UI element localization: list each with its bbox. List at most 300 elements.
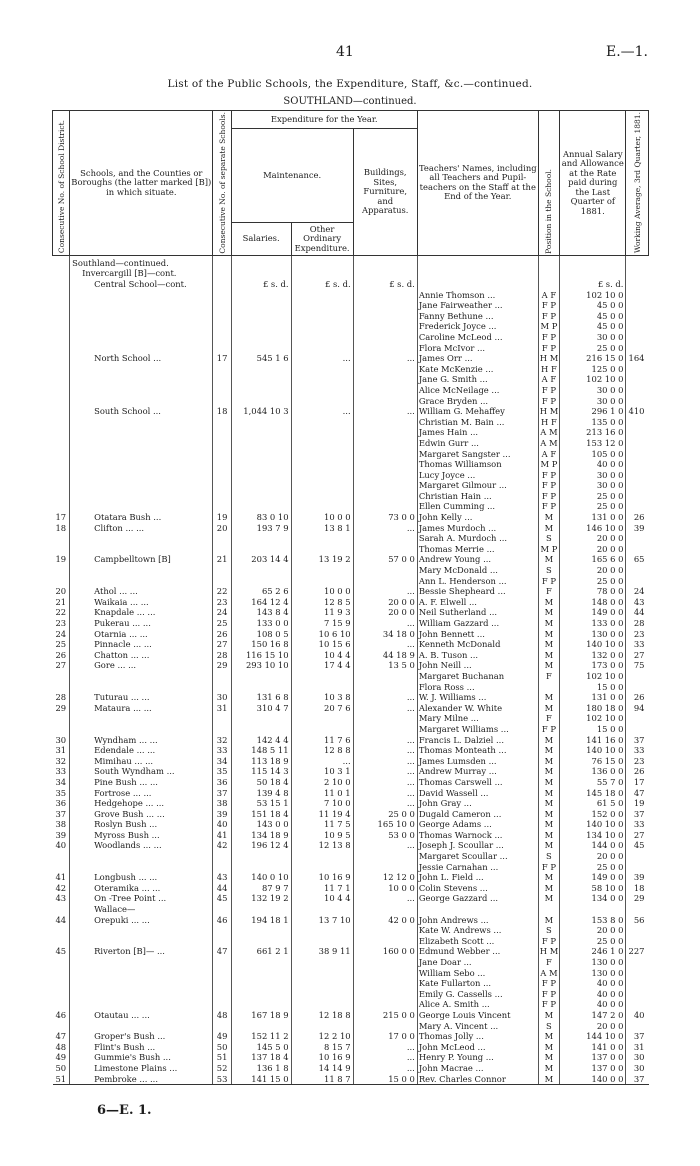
annual-salary-cell: 30 0 0 xyxy=(560,395,626,406)
teacher-name-cell: Alice A. Smith ... xyxy=(417,999,538,1010)
district-no-cell xyxy=(53,321,70,332)
other-expenditure-cell: 17 4 4 xyxy=(291,660,353,671)
salaries-cell xyxy=(231,925,291,936)
teacher-name-cell: Andrew Young ... xyxy=(417,554,538,565)
salaries-cell: 65 2 6 xyxy=(231,586,291,597)
table-row xyxy=(53,745,649,756)
teacher-name-cell: Neil Sutherland ... xyxy=(417,607,538,618)
teacher-name-cell xyxy=(417,279,538,290)
table-row xyxy=(53,491,649,502)
annual-salary-cell: 296 1 0 xyxy=(560,406,626,417)
position-cell: F P xyxy=(538,936,559,947)
position-cell: M xyxy=(538,872,559,883)
teacher-name-cell: Thomas Warnock ... xyxy=(417,830,538,841)
position-cell: M xyxy=(538,607,559,618)
attendance-cell: 227 xyxy=(626,946,649,957)
annual-salary-cell: 40 0 0 xyxy=(560,978,626,989)
school-name-cell: Orepuki ... ... xyxy=(70,914,213,925)
annual-salary-cell: 133 0 0 xyxy=(560,618,626,629)
buildings-cell: ... xyxy=(353,522,417,533)
school-name-cell: Chatton ... ... xyxy=(70,650,213,661)
district-no-cell: 26 xyxy=(55,649,67,660)
district-no-cell: 30 xyxy=(55,734,67,745)
teacher-name-cell: Thomas Monteath ... xyxy=(417,745,538,756)
table-row xyxy=(53,406,649,417)
teacher-name-cell: James Orr ... xyxy=(417,353,538,364)
teacher-name-cell: Grace Bryden ... xyxy=(417,395,538,406)
buildings-cell: 73 0 0 xyxy=(353,512,417,523)
attendance-cell: 30 xyxy=(626,1063,649,1074)
position-cell: A M xyxy=(538,967,559,978)
position-cell: M xyxy=(538,1063,559,1074)
attendance-cell xyxy=(626,533,649,544)
teacher-name-cell: Sarah A. Murdoch ... xyxy=(417,533,538,544)
table-row xyxy=(53,755,649,766)
salaries-cell xyxy=(231,957,291,968)
other-expenditure-cell: 11 7 5 xyxy=(291,819,353,830)
attendance-cell: 24 xyxy=(626,586,649,597)
school-no-cell xyxy=(213,681,231,692)
teacher-name-cell: Thomas Merrie ... xyxy=(417,544,538,555)
school-name-cell xyxy=(70,491,213,502)
other-expenditure-cell xyxy=(291,255,353,268)
teacher-name-cell: John Neill ... xyxy=(417,660,538,671)
teacher-name-cell: John Bennett ... xyxy=(417,628,538,639)
salaries-cell: 83 0 10 xyxy=(231,512,291,523)
school-no-cell: 20 xyxy=(213,522,231,533)
district-no-cell: 18 xyxy=(55,522,67,533)
annual-salary-cell: 135 0 0 xyxy=(560,416,626,427)
teacher-name-cell: Alice McNeilage ... xyxy=(417,385,538,396)
attendance-cell xyxy=(626,575,649,586)
school-name-cell: Athol ... ... xyxy=(70,586,213,597)
teacher-name-cell: Kenneth McDonald xyxy=(417,639,538,650)
school-no-cell xyxy=(213,925,231,936)
table-row xyxy=(53,321,649,332)
col-position-header: Position in the School. xyxy=(538,111,559,256)
school-no-cell xyxy=(213,713,231,724)
attendance-cell xyxy=(626,321,649,332)
district-no-cell xyxy=(53,533,70,544)
school-name-cell xyxy=(70,681,213,692)
annual-salary-cell: 45 0 0 xyxy=(560,300,626,311)
buildings-cell: ... xyxy=(353,893,417,904)
annual-salary-cell: 20 0 0 xyxy=(560,533,626,544)
position-cell: S xyxy=(538,851,559,862)
salaries-cell xyxy=(231,416,291,427)
buildings-cell xyxy=(353,989,417,1000)
position-cell: H M xyxy=(539,353,559,364)
position-cell: F xyxy=(538,671,559,682)
other-expenditure-cell xyxy=(291,416,353,427)
buildings-cell xyxy=(353,904,417,915)
annual-salary-cell: 15 0 0 xyxy=(560,681,626,692)
col-district-no-header: Consecutive No. of School District. xyxy=(53,111,70,256)
other-expenditure-cell: 11 7 1 xyxy=(291,883,353,894)
school-no-cell xyxy=(213,1020,231,1031)
annual-salary-cell: 25 0 0 xyxy=(560,936,626,947)
annual-salary-cell: 105 0 0 xyxy=(560,448,626,459)
school-no-cell xyxy=(213,395,231,406)
position-cell: M xyxy=(538,512,559,523)
salaries-cell xyxy=(231,533,291,544)
school-name-cell: South School ... xyxy=(70,406,213,417)
district-no-cell xyxy=(53,289,70,300)
district-no-cell: 36 xyxy=(55,798,67,809)
salaries-cell xyxy=(231,438,291,449)
buildings-cell: 165 10 0 xyxy=(353,819,417,830)
salaries-cell: 87 9 7 xyxy=(231,883,291,894)
teacher-name-cell xyxy=(417,255,538,268)
salaries-cell xyxy=(231,978,291,989)
other-expenditure-cell xyxy=(291,957,353,968)
attendance-cell xyxy=(626,904,649,915)
table-row xyxy=(53,385,649,396)
table-row xyxy=(53,650,649,661)
district-no-cell xyxy=(53,480,70,491)
annual-salary-cell: 20 0 0 xyxy=(560,544,626,555)
district-no-cell xyxy=(53,353,70,364)
annual-salary-cell: 25 0 0 xyxy=(560,575,626,586)
table-row xyxy=(53,268,649,279)
salaries-cell xyxy=(231,1020,291,1031)
salaries-cell xyxy=(231,575,291,586)
position-cell: M P xyxy=(538,321,559,332)
other-expenditure-cell: 10 16 9 xyxy=(291,872,353,883)
school-name-cell xyxy=(70,448,213,459)
position-cell: F P xyxy=(538,300,559,311)
annual-salary-cell: 45 0 0 xyxy=(560,311,626,322)
table-row xyxy=(53,554,649,565)
salaries-cell: 134 18 9 xyxy=(231,830,291,841)
teacher-name-cell: Edwin Gurr ... xyxy=(417,438,538,449)
district-no-cell xyxy=(53,311,70,322)
other-expenditure-cell xyxy=(291,491,353,502)
annual-salary-cell: 102 10 0 xyxy=(560,671,626,682)
position-cell: M xyxy=(538,639,559,650)
position-cell: F xyxy=(538,713,559,724)
district-no-cell: 38 xyxy=(55,819,67,830)
school-no-cell xyxy=(213,978,231,989)
school-no-cell: 35 xyxy=(213,766,231,777)
district-no-cell xyxy=(53,978,70,989)
annual-salary-cell: 173 0 0 xyxy=(560,660,626,671)
salaries-cell xyxy=(231,395,291,406)
school-name-cell: Groper's Bush ... xyxy=(70,1031,213,1042)
school-no-cell: 41 xyxy=(213,830,231,841)
teacher-name-cell: Mary Milne ... xyxy=(417,713,538,724)
table-row xyxy=(53,830,649,841)
table-row xyxy=(53,469,649,480)
buildings-cell xyxy=(353,395,417,406)
attendance-cell: 19 xyxy=(626,798,649,809)
attendance-cell xyxy=(626,978,649,989)
annual-salary-cell xyxy=(560,904,626,915)
attendance-cell: 164 xyxy=(626,353,649,364)
attendance-cell: 26 xyxy=(626,766,649,777)
buildings-cell: 44 18 9 xyxy=(353,650,417,661)
attendance-cell: 17 xyxy=(626,777,649,788)
position-cell xyxy=(538,255,559,268)
other-expenditure-cell: £ s. d. xyxy=(291,279,353,290)
school-no-cell xyxy=(213,342,231,353)
school-name-cell xyxy=(70,321,213,332)
buildings-cell xyxy=(353,978,417,989)
school-no-cell xyxy=(213,289,231,300)
attendance-cell: 23 xyxy=(626,755,649,766)
buildings-cell xyxy=(353,342,417,353)
table-row xyxy=(53,660,649,671)
district-no-cell xyxy=(53,374,70,385)
attendance-cell: 56 xyxy=(626,914,649,925)
teacher-name-cell: John Andrews ... xyxy=(417,914,538,925)
district-no-cell xyxy=(53,967,70,978)
teacher-name-cell: W. J. Williams ... xyxy=(417,692,538,703)
table-row xyxy=(53,311,649,322)
table-row xyxy=(53,703,649,714)
district-no-cell: 48 xyxy=(55,1041,67,1052)
school-no-cell xyxy=(213,255,231,268)
district-no-cell xyxy=(53,544,70,555)
other-expenditure-cell xyxy=(291,300,353,311)
annual-salary-cell: 25 0 0 xyxy=(560,501,626,512)
teacher-name-cell: Jane Fairweather ... xyxy=(417,300,538,311)
other-expenditure-cell xyxy=(291,311,353,322)
school-no-cell xyxy=(213,321,231,332)
teacher-name-cell: Jane Doar ... xyxy=(417,957,538,968)
buildings-cell xyxy=(353,533,417,544)
salaries-cell xyxy=(231,268,291,279)
position-cell: M xyxy=(538,840,559,851)
attendance-cell: 94 xyxy=(626,703,649,714)
position-cell: M xyxy=(538,1073,559,1084)
annual-salary-cell: 130 0 0 xyxy=(560,628,626,639)
salaries-cell: 133 0 0 xyxy=(231,618,291,629)
buildings-cell: 34 18 0 xyxy=(353,628,417,639)
other-expenditure-cell xyxy=(291,861,353,872)
school-name-cell xyxy=(70,300,213,311)
buildings-cell xyxy=(353,491,417,502)
table-row xyxy=(53,639,649,650)
school-no-cell: 39 xyxy=(213,808,231,819)
page-title: List of the Public Schools, the Expenditure, Staff, &c.—continued. xyxy=(167,78,533,90)
col-attendance-header: Working Average, 3rd Quarter, 1881. xyxy=(626,111,649,256)
table-row xyxy=(53,565,649,576)
buildings-cell: ... xyxy=(353,703,417,714)
buildings-cell xyxy=(353,681,417,692)
attendance-cell xyxy=(626,925,649,936)
district-no-cell: 49 xyxy=(55,1052,67,1063)
table-row xyxy=(53,374,649,385)
buildings-cell xyxy=(353,480,417,491)
school-name-cell xyxy=(70,364,213,375)
buildings-cell: 12 12 0 xyxy=(353,872,417,883)
other-expenditure-cell xyxy=(291,851,353,862)
district-no-cell xyxy=(53,385,70,396)
school-name-cell: Limestone Plains ... xyxy=(70,1063,213,1074)
position-cell: A F xyxy=(538,374,559,385)
footer-signature: 6—E. 1. xyxy=(97,1103,152,1118)
buildings-cell: 17 0 0 xyxy=(353,1031,417,1042)
attendance-cell xyxy=(626,967,649,978)
school-no-cell: 51 xyxy=(213,1052,231,1063)
other-expenditure-cell: 10 3 8 xyxy=(291,692,353,703)
position-cell: H M xyxy=(539,406,559,417)
salaries-cell: 137 18 4 xyxy=(231,1052,291,1063)
salaries-cell: 145 5 0 xyxy=(231,1042,291,1053)
buildings-cell: ... xyxy=(353,840,417,851)
position-cell xyxy=(538,268,559,279)
other-expenditure-cell xyxy=(291,427,353,438)
buildings-cell xyxy=(353,255,417,268)
table-row xyxy=(53,1052,649,1063)
other-expenditure-cell: ... xyxy=(291,353,353,364)
annual-salary-cell: 25 0 0 xyxy=(560,861,626,872)
district-no-cell: 43 xyxy=(55,893,67,904)
position-cell: M xyxy=(538,1042,559,1053)
school-no-cell: 53 xyxy=(213,1073,231,1084)
position-cell: M xyxy=(538,692,559,703)
position-cell: M xyxy=(538,1052,559,1063)
school-no-cell xyxy=(213,565,231,576)
position-cell: M xyxy=(538,660,559,671)
buildings-cell: ... xyxy=(353,745,417,756)
salaries-cell: 139 4 8 xyxy=(231,787,291,798)
other-expenditure-cell: 12 8 8 xyxy=(291,745,353,756)
other-expenditure-cell: 2 10 0 xyxy=(291,777,353,788)
table-row xyxy=(53,787,649,798)
school-no-cell xyxy=(213,501,231,512)
district-no-cell: 46 xyxy=(55,1009,67,1020)
position-cell: H F xyxy=(538,416,559,427)
school-no-cell: 19 xyxy=(213,512,231,523)
buildings-cell: ... xyxy=(353,777,417,788)
district-no-cell xyxy=(53,268,70,279)
district-no-cell xyxy=(53,1020,70,1031)
teacher-name-cell: Joseph J. Scoullar ... xyxy=(417,840,538,851)
annual-salary-cell: 213 16 0 xyxy=(560,427,626,438)
attendance-cell xyxy=(626,480,649,491)
school-name-cell: Waikaia ... ... xyxy=(70,597,213,608)
other-expenditure-cell: 14 14 9 xyxy=(291,1063,353,1074)
attendance-cell xyxy=(626,279,649,290)
annual-salary-cell: 20 0 0 xyxy=(560,565,626,576)
other-expenditure-cell: 12 13 8 xyxy=(291,840,353,851)
attendance-cell: 44 xyxy=(626,607,649,618)
position-cell: H M xyxy=(539,946,559,957)
table-row xyxy=(53,448,649,459)
school-name-cell: Longbush ... ... xyxy=(70,872,213,883)
district-no-cell: 35 xyxy=(55,787,67,798)
position-cell: M xyxy=(538,914,559,925)
annual-salary-cell: 125 0 0 xyxy=(560,364,626,375)
position-cell: F P xyxy=(538,861,559,872)
salaries-cell xyxy=(231,480,291,491)
attendance-cell: 75 xyxy=(626,660,649,671)
table-row xyxy=(53,395,649,406)
annual-salary-cell: 20 0 0 xyxy=(560,1020,626,1031)
teacher-name-cell: Jane G. Smith ... xyxy=(417,374,538,385)
salaries-cell: 131 6 8 xyxy=(231,692,291,703)
other-expenditure-cell xyxy=(291,480,353,491)
teacher-name-cell: William Sebo ... xyxy=(417,967,538,978)
salaries-cell xyxy=(231,967,291,978)
annual-salary-cell xyxy=(560,255,626,268)
annual-salary-cell: 165 6 0 xyxy=(560,554,626,565)
salaries-cell: 150 16 8 xyxy=(231,639,291,650)
school-name-cell: Clifton ... ... xyxy=(70,522,213,533)
table-row xyxy=(53,978,649,989)
attendance-cell xyxy=(626,416,649,427)
annual-salary-cell: 131 0 0 xyxy=(560,512,626,523)
buildings-cell: ... xyxy=(353,1063,417,1074)
salaries-cell: 151 18 4 xyxy=(231,808,291,819)
annual-salary-cell: 134 10 0 xyxy=(560,830,626,841)
buildings-cell xyxy=(353,321,417,332)
other-expenditure-cell: 10 4 4 xyxy=(291,893,353,904)
school-no-cell xyxy=(213,957,231,968)
school-name-cell: Tuturau ... ... xyxy=(70,692,213,703)
table-row xyxy=(53,1020,649,1031)
school-no-cell xyxy=(213,364,231,375)
table-row xyxy=(53,851,649,862)
annual-salary-cell: 130 0 0 xyxy=(560,957,626,968)
school-name-cell xyxy=(70,533,213,544)
position-cell: S xyxy=(538,925,559,936)
teacher-name-cell: Christian Hain ... xyxy=(417,491,538,502)
position-cell xyxy=(538,904,559,915)
annual-salary-cell: 137 0 0 xyxy=(560,1063,626,1074)
table-row xyxy=(53,512,649,523)
attendance-cell: 37 xyxy=(626,1031,649,1042)
school-no-cell: 23 xyxy=(213,597,231,608)
district-no-cell: 40 xyxy=(55,840,67,851)
attendance-cell: 26 xyxy=(626,512,649,523)
salaries-cell: 113 18 9 xyxy=(231,755,291,766)
annual-salary-cell: 146 10 0 xyxy=(560,522,626,533)
district-no-cell: 41 xyxy=(55,872,67,883)
teacher-name-cell: Francis L. Dalziel ... xyxy=(417,734,538,745)
position-cell: M xyxy=(538,777,559,788)
district-no-cell: 28 xyxy=(55,692,67,703)
position-cell: M xyxy=(538,787,559,798)
buildings-cell xyxy=(353,999,417,1010)
other-expenditure-cell xyxy=(291,469,353,480)
salaries-cell: 164 12 4 xyxy=(231,597,291,608)
attendance-cell xyxy=(626,374,649,385)
attendance-cell xyxy=(626,448,649,459)
buildings-cell: ... xyxy=(353,639,417,650)
school-name-cell xyxy=(70,989,213,1000)
salaries-cell: 293 10 10 xyxy=(231,660,291,671)
buildings-cell: 57 0 0 xyxy=(353,554,417,565)
page-number: 41 xyxy=(336,44,354,60)
table-row xyxy=(53,798,649,809)
salaries-cell: 167 18 9 xyxy=(231,1010,291,1021)
annual-salary-cell: 147 2 0 xyxy=(560,1010,626,1021)
attendance-cell xyxy=(626,989,649,1000)
teacher-name-cell: Thomas Williamson xyxy=(417,459,538,470)
school-name-cell: Central School—cont. xyxy=(70,279,213,290)
buildings-cell xyxy=(353,459,417,470)
teacher-name-cell xyxy=(417,268,538,279)
district-no-cell: 22 xyxy=(55,607,67,618)
district-no-cell xyxy=(53,904,70,915)
attendance-cell xyxy=(626,957,649,968)
other-expenditure-cell xyxy=(291,999,353,1010)
school-no-cell xyxy=(213,671,231,682)
position-cell: F P xyxy=(538,311,559,322)
